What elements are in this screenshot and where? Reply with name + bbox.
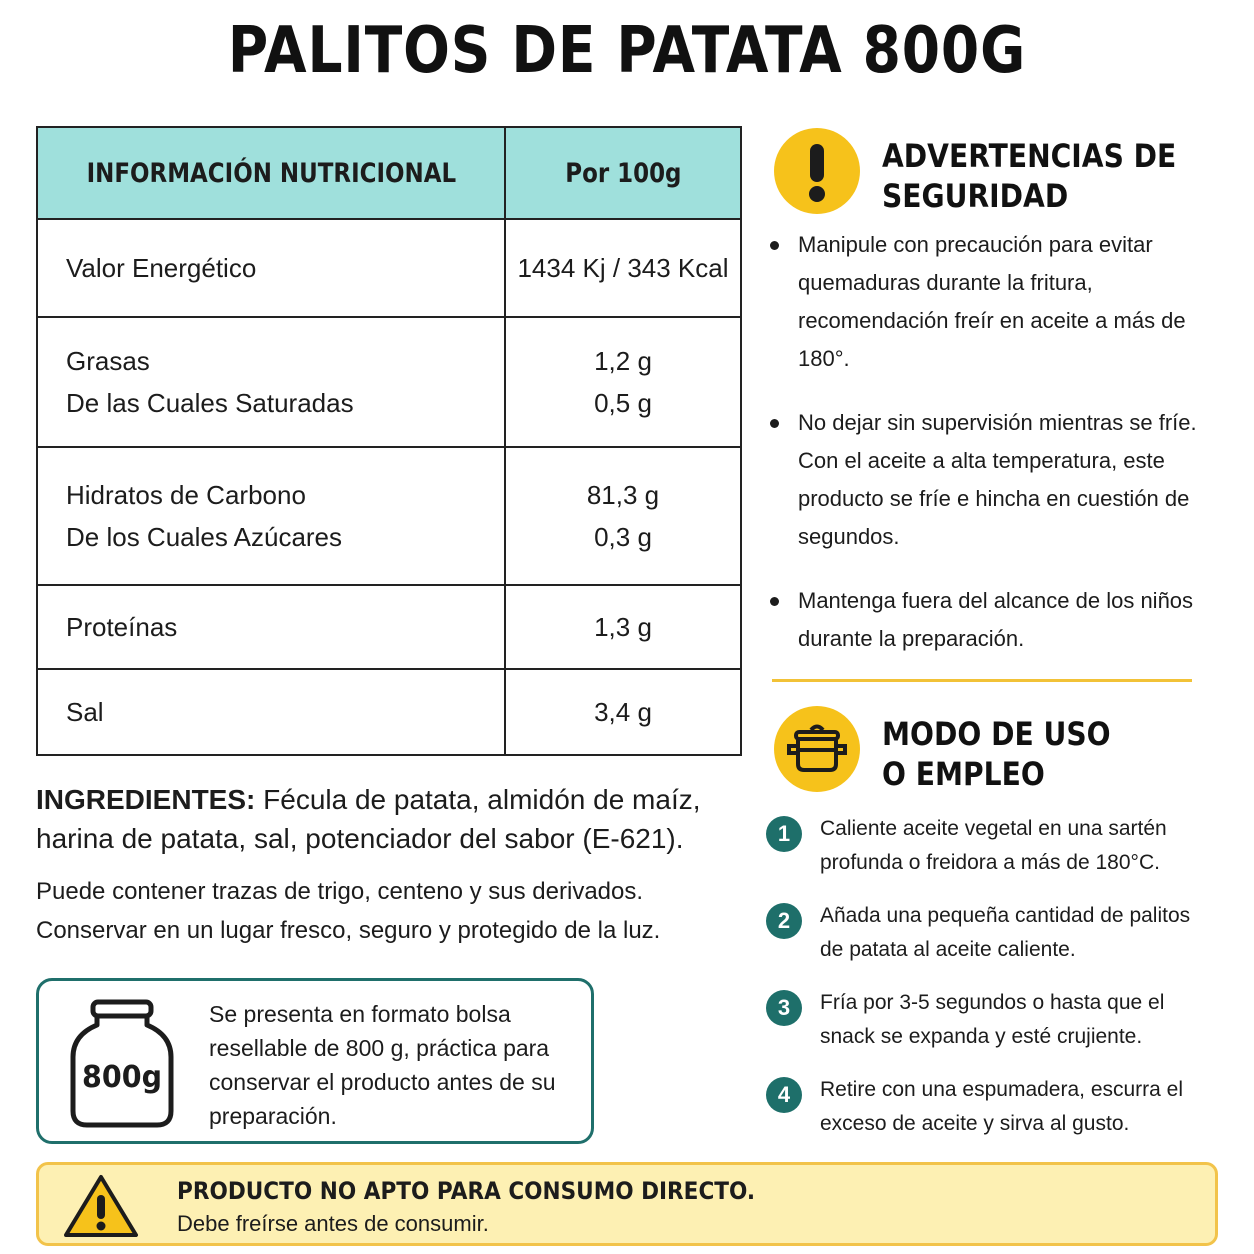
storage-note: Conservar en un lugar fresco, seguro y protegido de la luz.	[36, 917, 661, 944]
usage-title: MODO DE USO O EMPLEO	[882, 715, 1111, 793]
warning-triangle-icon	[63, 1173, 139, 1239]
cooking-pot-icon	[774, 706, 860, 792]
package-description: Se presenta en formato bolsa resellable de 800 g, práctica para conservar el producto antes de su preparación.	[209, 1001, 556, 1129]
page-title: PALITOS DE PATATA 800G	[227, 14, 1027, 88]
nutrition-sub-value: 0,3 g	[594, 522, 652, 552]
nutrition-row	[37, 447, 741, 585]
nutrition-header-row	[37, 127, 741, 219]
step-number: 1	[766, 816, 802, 852]
usage-step	[764, 986, 1204, 1073]
nutrition-row	[37, 219, 741, 317]
warning-item: No dejar sin supervisión mientras se fríe. Con el aceite a alta temperatura, este producto se fríe e hincha en cuestión de segundos.	[770, 404, 1210, 556]
step-text: Caliente aceite vegetal en una sartén profunda o freidora a más de 180°C.	[820, 817, 1167, 874]
usage-step	[764, 812, 1204, 899]
nutrition-label: Valor Energético	[37, 219, 505, 317]
banner-subtitle: Debe freírse antes de consumir.	[177, 1211, 489, 1236]
nutrition-label: Grasas	[66, 346, 150, 376]
ingredients-label: INGREDIENTES:	[36, 784, 256, 815]
nutrition-label: Hidratos de Carbono	[66, 480, 306, 510]
step-text: Retire con una espumadera, escurra el exceso de aceite y sirva al gusto.	[820, 1078, 1184, 1135]
nutrition-value: 3,4 g	[505, 669, 741, 755]
storage-notes	[36, 872, 736, 950]
warning-item: Mantenga fuera del alcance de los niños durante la preparación.	[770, 582, 1210, 658]
nutrition-value: 81,3 g	[586, 480, 660, 510]
banner-title: PRODUCTO NO APTO PARA CONSUMO DIRECTO.	[177, 1177, 756, 1205]
allergen-note: Puede contener trazas de trigo, centeno y sus derivados.	[36, 878, 644, 905]
nutrition-header-value: Por 100g	[505, 127, 741, 219]
nutrition-row	[37, 317, 741, 447]
nutrition-value: 1434 Kj / 343 Kcal	[505, 219, 741, 317]
nutrition-sub-value: 0,5 g	[594, 388, 652, 418]
exclamation-icon	[774, 128, 860, 214]
step-text: Añada una pequeña cantidad de palitos de patata al aceite caliente.	[820, 904, 1191, 961]
warning-banner	[36, 1162, 1218, 1246]
section-divider	[772, 679, 1192, 682]
nutrition-row	[37, 669, 741, 755]
nutrition-header-label: INFORMACIÓN NUTRICIONAL	[37, 127, 505, 219]
warnings-title: ADVERTENCIAS DE SEGURIDAD	[882, 137, 1177, 215]
step-number: 2	[766, 903, 802, 939]
jar-icon	[69, 999, 175, 1129]
warning-item: Manipule con precaución para evitar quemaduras durante la fritura, recomendación freír en aceite a más de 180°.	[770, 226, 1210, 378]
step-number: 3	[766, 990, 802, 1026]
usage-step	[764, 1073, 1204, 1160]
nutrition-sub-label: De las Cuales Saturadas	[66, 388, 354, 418]
nutrition-value: 1,3 g	[505, 585, 741, 669]
nutrition-sub-label: De los Cuales Azúcares	[66, 522, 343, 552]
nutrition-value: 1,2 g	[594, 346, 652, 376]
ingredients-list: Fécula de patata, almidón de maíz, harina de patata, sal, potenciador del sabor (E-621).	[36, 784, 701, 854]
usage-steps	[764, 812, 1204, 1160]
ingredients-text	[36, 780, 726, 858]
step-number: 4	[766, 1077, 802, 1113]
nutrition-label: Proteínas	[37, 585, 505, 669]
step-text: Fría por 3-5 segundos o hasta que el snack se expanda y esté crujiente.	[820, 991, 1165, 1048]
warnings-list	[770, 226, 1210, 684]
usage-step	[764, 899, 1204, 986]
nutrition-table	[36, 126, 742, 756]
package-info-box	[36, 978, 594, 1144]
jar-label: 800g	[82, 1060, 162, 1095]
nutrition-row	[37, 585, 741, 669]
nutrition-label: Sal	[37, 669, 505, 755]
